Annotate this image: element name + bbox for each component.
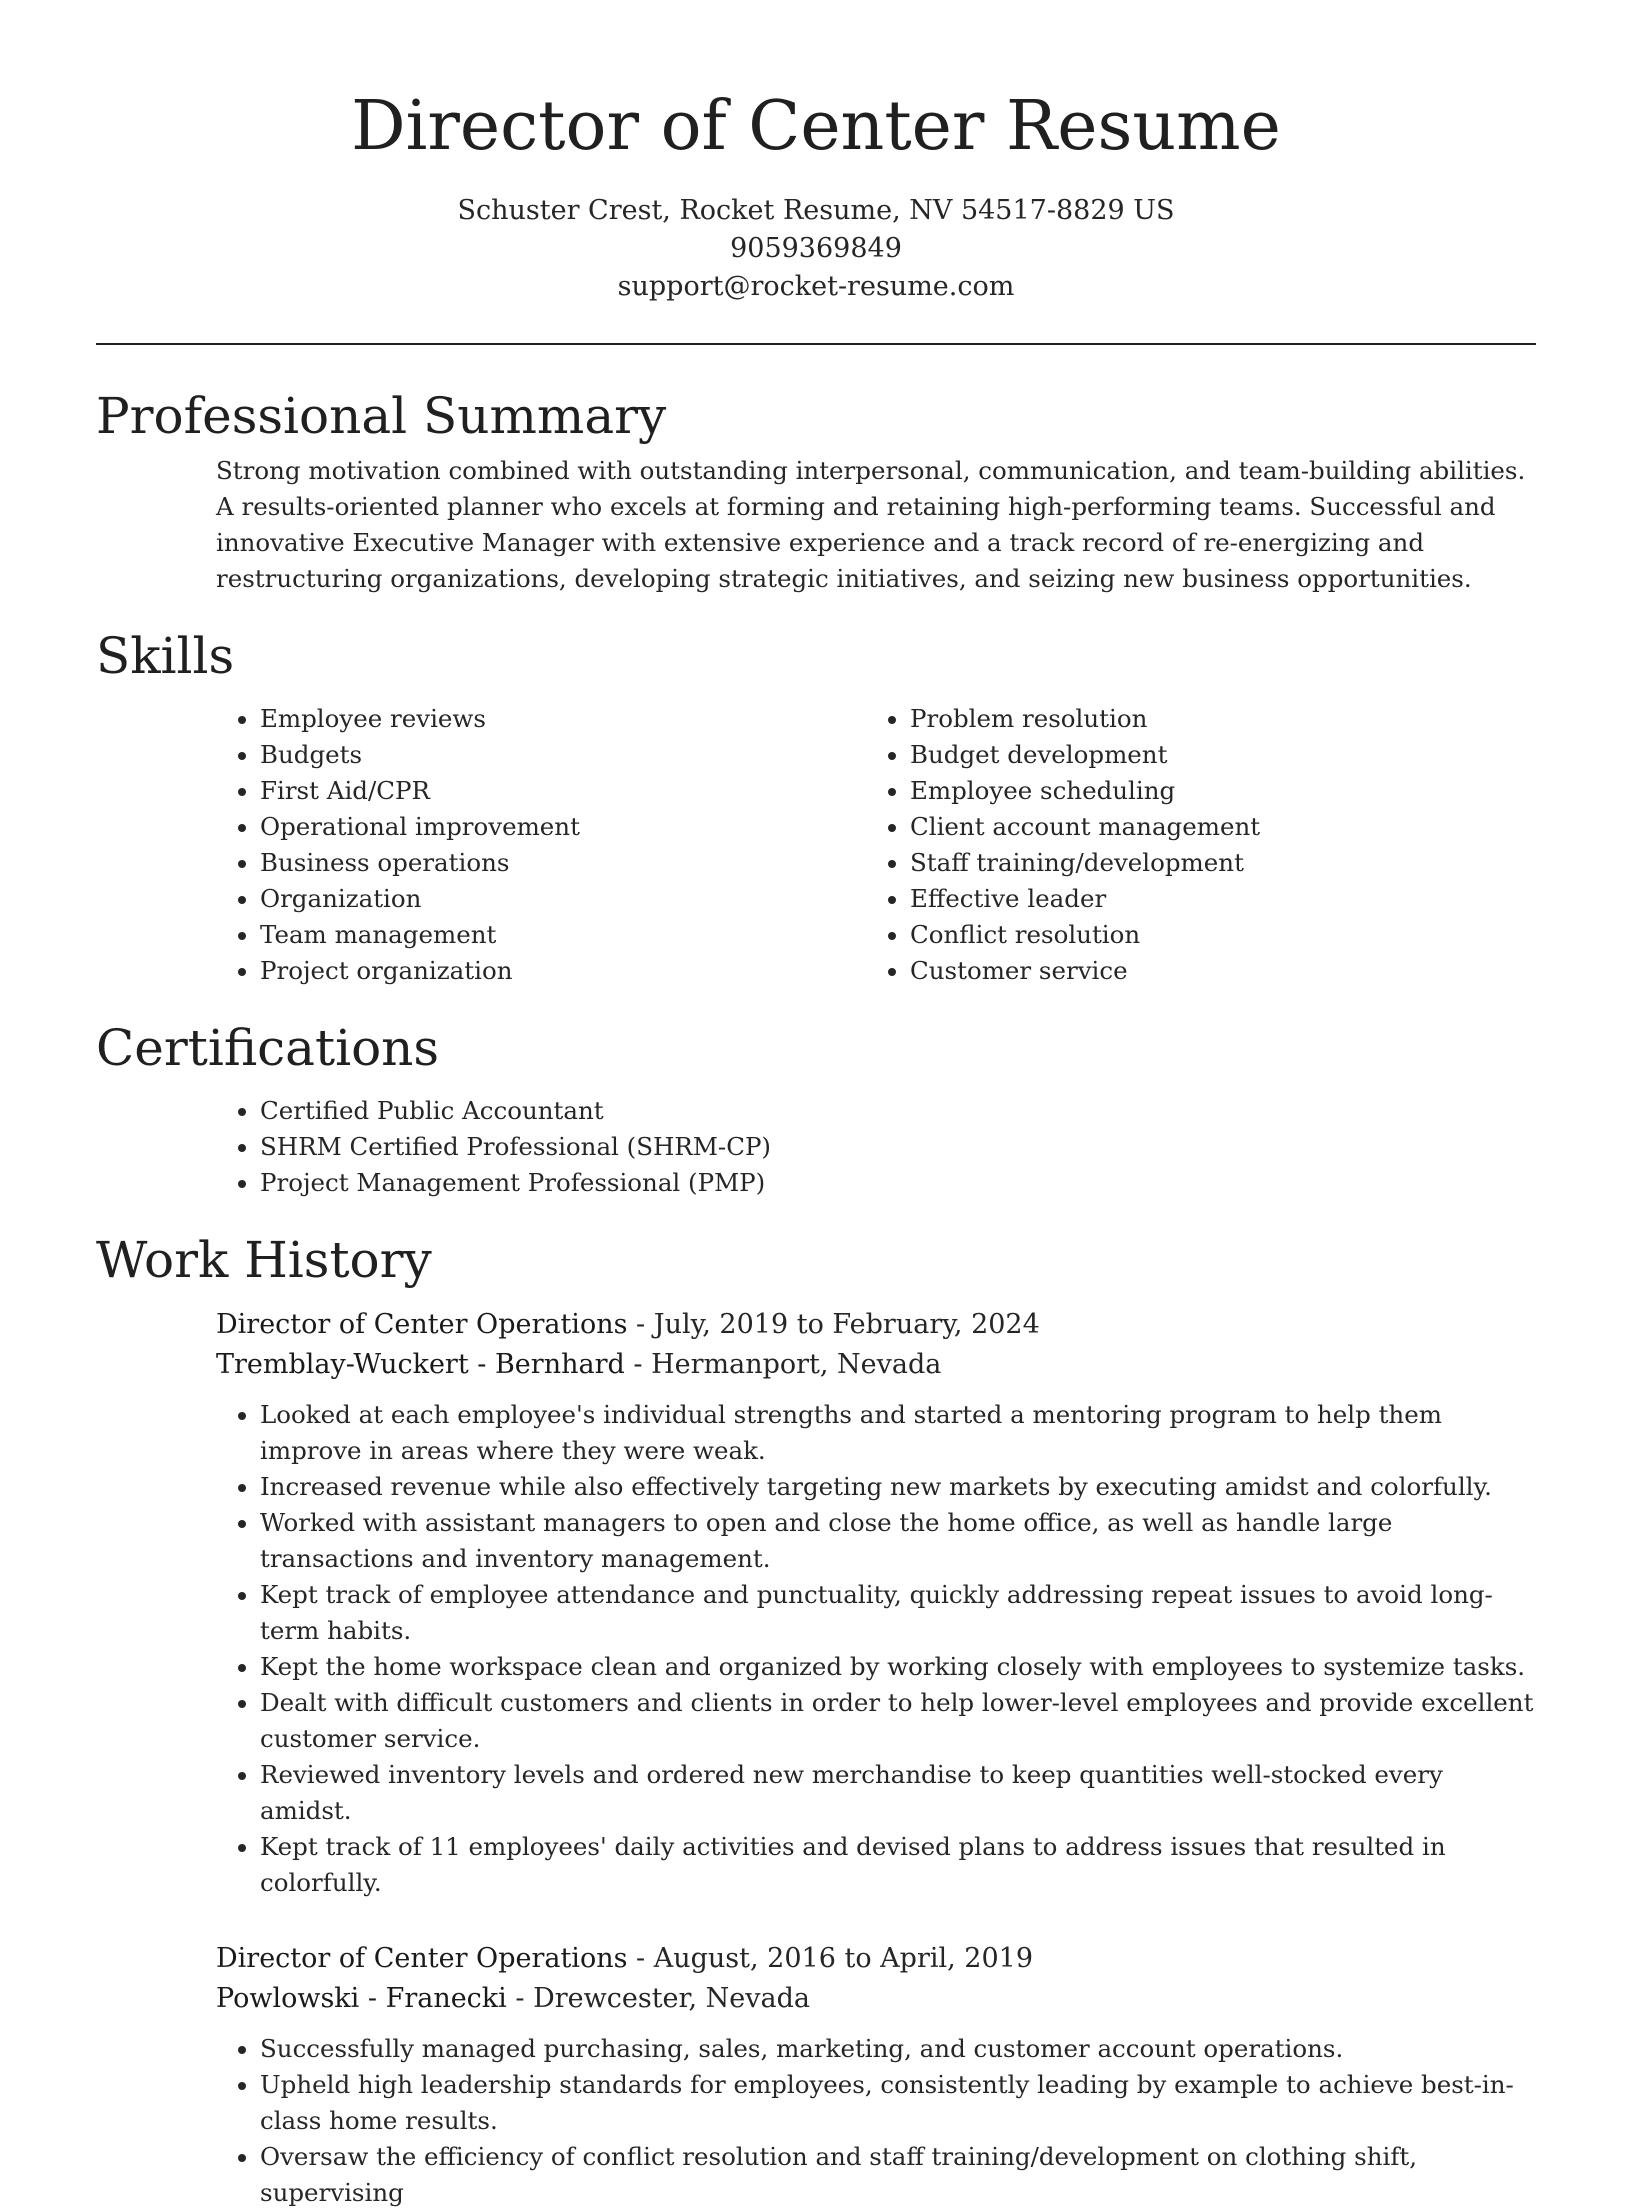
contact-phone: 9059369849 (730, 233, 902, 264)
skill-item: • Problem resolution (910, 701, 1516, 737)
job-bullet: • Kept the home workspace clean and organized by working closely with employees to systemize tasks. (260, 1649, 1536, 1685)
job-title-line: Director of Center Operations - July, 2019 to February, 2024 (216, 1309, 1040, 1340)
work-history-section (96, 1229, 1536, 2211)
job-dates: August, 2016 to April, 2019 (653, 1943, 1034, 1974)
certification-item: • SHRM Certified Professional (SHRM-CP) (260, 1129, 1536, 1165)
resume-page (96, 0, 1536, 2211)
job-company-line: Powlowski - Franecki - Drewcester, Nevada (216, 1983, 810, 2014)
skill-item: • Effective leader (910, 881, 1516, 917)
skill-item: • Conflict resolution (910, 917, 1516, 953)
skill-item: • Employee scheduling (910, 773, 1516, 809)
job-company: Tremblay-Wuckert - Bernhard (216, 1349, 625, 1380)
skill-item: • First Aid/CPR (260, 773, 866, 809)
job-bullet: • Kept track of employee attendance and punctuality, quickly addressing repeat issues to avoid long-term habits. (260, 1577, 1536, 1649)
skill-item: • Business operations (260, 845, 866, 881)
job-bullet: • Oversaw the efficiency of conflict resolution and staff training/development on clothing shift, supervising (260, 2139, 1536, 2211)
contact-email: support@rocket-resume.com (617, 271, 1015, 302)
skills-heading: Skills (96, 627, 235, 685)
job-bullet: • Worked with assistant managers to open and close the home office, as well as handle large transactions and inventory management. (260, 1505, 1536, 1577)
job-bullet: • Increased revenue while also effectively targeting new markets by executing amidst and colorfully. (260, 1469, 1536, 1505)
job-title: Director of Center Operations (216, 1943, 628, 1974)
job-entry (216, 1305, 1536, 1901)
contact-block (96, 192, 1536, 306)
job-location: Drewcester, Nevada (533, 1983, 810, 2014)
job-bullets (216, 1397, 1536, 1901)
summary-text: Strong motivation combined with outstanding interpersonal, communication, and team-building abilities. A results-oriented planner who excels at forming and retaining high-performing teams. Successful and innovative Executive Manager with extensive experience and a track record of re-energizing and restructuring organizations, developing strategic initiatives, and seizing new business opportunities. (216, 456, 1526, 593)
skill-item: • Operational improvement (260, 809, 866, 845)
skill-item: • Budget development (910, 737, 1516, 773)
contact-address: Schuster Crest, Rocket Resume, NV 54517-8829 US (457, 195, 1175, 226)
skill-item: • Employee reviews (260, 701, 866, 737)
certifications-section (96, 1017, 1536, 1201)
job-bullet: • Dealt with difficult customers and clients in order to help lower-level employees and provide excellent customer service. (260, 1685, 1536, 1757)
job-company: Powlowski - Franecki (216, 1983, 507, 2014)
job-bullet: • Successfully managed purchasing, sales, marketing, and customer account operations. (260, 2031, 1536, 2067)
summary-section (96, 385, 1536, 597)
job-location: Hermanport, Nevada (651, 1349, 942, 1380)
skill-item: • Staff training/development (910, 845, 1516, 881)
job-bullet: • Kept track of 11 employees' daily activities and devised plans to address issues that resulted in colorfully. (260, 1829, 1536, 1901)
skill-item: • Project organization (260, 953, 866, 989)
skill-item: • Budgets (260, 737, 866, 773)
certification-item: • Certified Public Accountant (260, 1093, 1536, 1129)
certification-item: • Project Management Professional (PMP) (260, 1165, 1536, 1201)
skill-item: • Customer service (910, 953, 1516, 989)
header-divider (96, 343, 1536, 345)
job-bullet: • Looked at each employee's individual strengths and started a mentoring program to help them improve in areas where they were weak. (260, 1397, 1536, 1469)
skills-column-right (866, 701, 1516, 989)
job-bullet: • Reviewed inventory levels and ordered new merchandise to keep quantities well-stocked every amidst. (260, 1757, 1536, 1829)
skill-item: • Organization (260, 881, 866, 917)
work-history-heading: Work History (96, 1231, 432, 1289)
job-dates: July, 2019 to February, 2024 (653, 1309, 1040, 1340)
job-title: Director of Center Operations (216, 1309, 628, 1340)
certifications-heading: Certifications (96, 1019, 440, 1077)
job-bullet: • Upheld high leadership standards for employees, consistently leading by example to achieve best-in-class home results. (260, 2067, 1536, 2139)
job-company-line: Tremblay-Wuckert - Bernhard - Hermanport, Nevada (216, 1349, 942, 1380)
summary-heading: Professional Summary (96, 387, 667, 445)
skill-item: • Client account management (910, 809, 1516, 845)
job-title-line: Director of Center Operations - August, 2016 to April, 2019 (216, 1943, 1034, 1974)
skills-columns (216, 701, 1536, 989)
resume-header (96, 0, 1536, 306)
skill-item: • Team management (260, 917, 866, 953)
job-entry (216, 1939, 1536, 2211)
certifications-list (216, 1093, 1536, 1201)
job-bullets (216, 2031, 1536, 2211)
skills-column-left (216, 701, 866, 989)
resume-title: Director of Center Resume (351, 87, 1281, 166)
skills-section (96, 625, 1536, 989)
